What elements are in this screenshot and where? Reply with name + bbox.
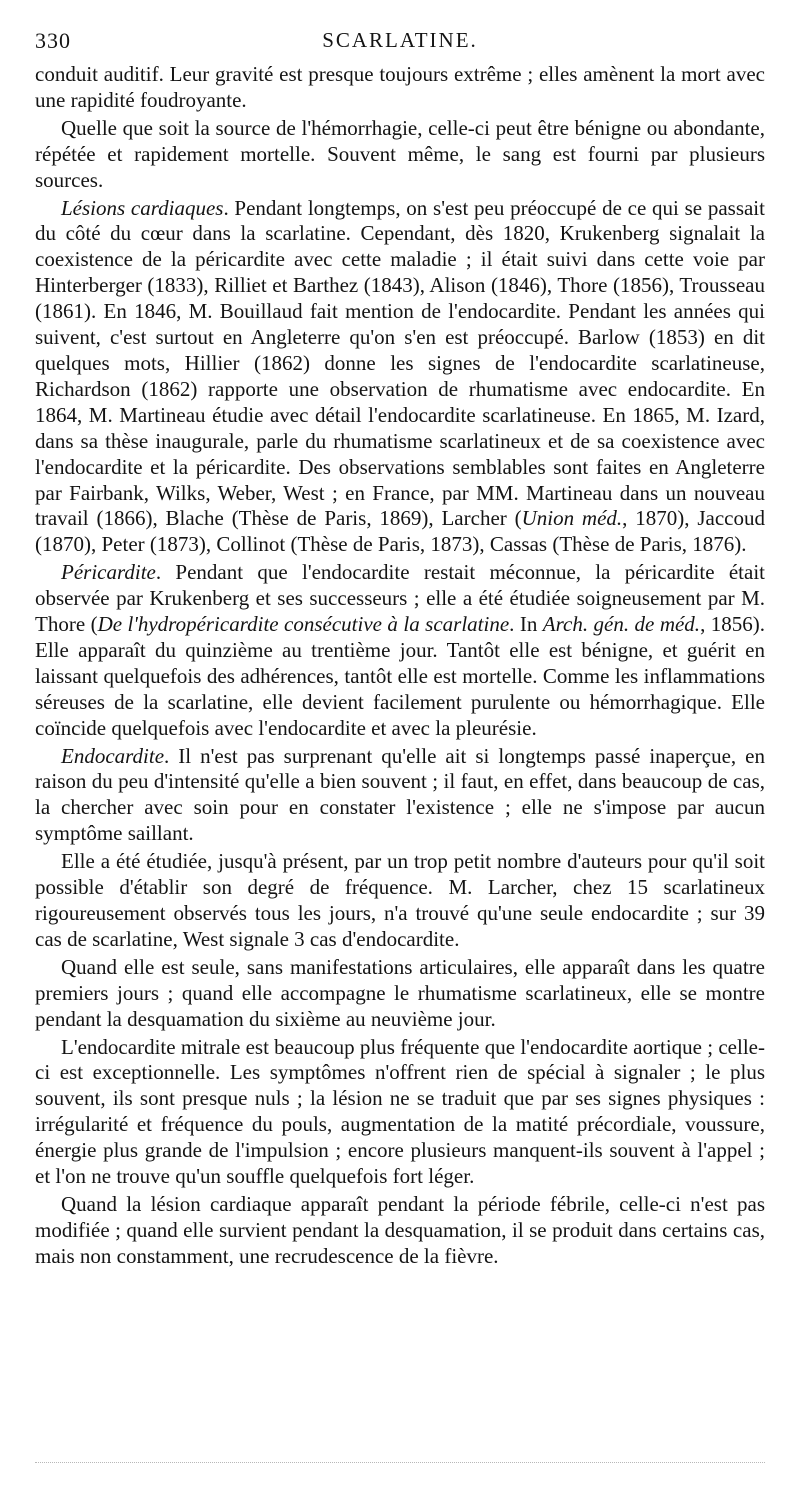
text-segment: , 1856). Elle apparaît du quinzième au trentième jour. Tantôt elle est bénigne, et guérit en laissant quelquefois des adhérences, tantôt elle est mortelle. Comme les inflammations séreuses de la scarlatine, elle devient facilement purulente ou hémorrhagique. Elle coïncide quelquefois avec l'endocardite et avec la pleurésie.	[35, 612, 766, 740]
text-segment: , 1870), Jaccoud (1870), Peter (1873), Collinot (Thèse de Paris, 1873), Cassas (Thèse de Paris, 1876).	[35, 506, 765, 557]
italic-text-segment: De l'hydropéricardite consécutive à la scarlatine	[97, 612, 510, 637]
paragraph	[35, 1192, 765, 1270]
body-text	[35, 62, 765, 1272]
text-segment: . Pendant longtemps, on s'est peu préoccupé de ce qui se passait du côté du cœur dans la scarlatine. Cependant, dès 1820, Krukenberg signalait la coexistence de la péricardite avec cette maladie ; il était suivi dans cette voie par Hinterberger (1833), Rilliet et Barthez (1843), Alison (1846), Thore (1856), Trousseau (1861). En 1846, M. Bouillaud fait mention de l'endocardite. Pendant les années qui suivent, c'est surtout en Angleterre qu'on s'en est préoccupé. Barlow (1853) en dit quelques mots, Hillier (1862) donne les signes de l'endocardite scarlatineuse, Richardson (1862) rapporte une observation de rhumatisme avec endocardite. En 1864, M. Martineau étudie avec détail l'endocardite scarlatineuse. En 1865, M. Izard, dans sa thèse inaugurale, parle du rhumatisme scarlatineux et de sa coexistence avec l'endocardite et la péricardite. Des observations semblables sont faites en Angleterre par Fairbank, Wilks, Weber, West ; en France, par MM. Martineau dans un nouveau travail (1866), Blache (Thèse de Paris, 1869), Larcher (	[35, 195, 765, 531]
paragraph	[35, 955, 765, 1033]
text-segment: Quand elle est seule, sans manifestations articulaires, elle apparaît dans les quatre premiers jours ; quand elle accompagne le rhumatisme scarlatineux, elle se montre pendant la desquamation du sixième au neuvième jour.	[35, 954, 765, 1031]
page-header	[35, 28, 765, 58]
text-segment: Elle a été étudiée, jusqu'à présent, par un trop petit nombre d'auteurs pour qu'il soit possible d'établir son degré de fréquence. M. Larcher, chez 15 scarlatineux rigoureusement observés tous les jours, n'a trouvé qu'une seule endocardite ; sur 39 cas de scarlatine, West signale 3 cas d'endocardite.	[35, 849, 765, 951]
paragraph	[35, 744, 765, 848]
paragraph	[35, 196, 765, 559]
paragraph	[35, 62, 765, 114]
text-segment: conduit auditif. Leur gravité est presque toujours extrême ; elles amènent la mort avec une rapidité foudroyante.	[35, 62, 765, 112]
text-segment: . Il n'est pas surprenant qu'elle ait si longtemps passé inaperçue, en raison du peu d'intensité qu'elle a bien souvent ; il faut, en effet, dans beaucoup de cas, la chercher avec soin pour en constater l'existence ; elle ne s'impose par aucun symptôme saillant.	[35, 743, 765, 846]
text-segment: . In	[509, 612, 543, 637]
text-segment: L'endocardite mitrale est beaucoup plus fréquente que l'endocardite aortique ; celle-ci est exceptionnelle. Les symptômes n'offrent rien de spécial à signaler ; le plus souvent, ils sont presque nuls ; la lésion ne se traduit que par ses signes physiques : irrégularité et fréquence du pouls, augmentation de la matité précordiale, voussure, énergie plus grande de l'impulsion ; encore plusieurs manquent-ils souvent à l'appel ; et l'on ne trouve qu'un souffle quelquefois fort léger.	[35, 1034, 765, 1189]
text-segment: . Pendant que l'endocardite restait méconnue, la péricardite était observée par Krukenberg et ses successeurs ; elle a été étudiée soigneusement par M. Thore (	[35, 560, 765, 637]
running-title: SCARLATINE.	[322, 28, 478, 52]
italic-text-segment: Péricardite	[61, 560, 156, 585]
text-segment: Quelle que soit la source de l'hémorrhagie, celle-ci peut être bénigne ou abondante, répétée et rapidement mortelle. Souvent même, le sang est fourni par plusieurs sources.	[35, 115, 765, 192]
italic-text-segment: Lésions cardiaques	[61, 195, 224, 220]
italic-text-segment: Union méd.	[521, 506, 623, 531]
footer-rule	[35, 1462, 765, 1463]
paragraph	[35, 560, 765, 741]
italic-text-segment: Endocardite	[61, 743, 165, 768]
paragraph	[35, 849, 765, 953]
text-segment: Quand la lésion cardiaque apparaît pendant la période fébrile, celle-ci n'est pas modifiée ; quand elle survient pendant la desquamation, il se produit dans certains cas, mais non constamment, une recrudescence de la fièvre.	[35, 1191, 765, 1268]
italic-text-segment: Arch. gén. de méd.	[542, 612, 701, 637]
paragraph	[35, 116, 765, 194]
paragraph	[35, 1035, 765, 1190]
page-number: 330	[35, 28, 71, 53]
